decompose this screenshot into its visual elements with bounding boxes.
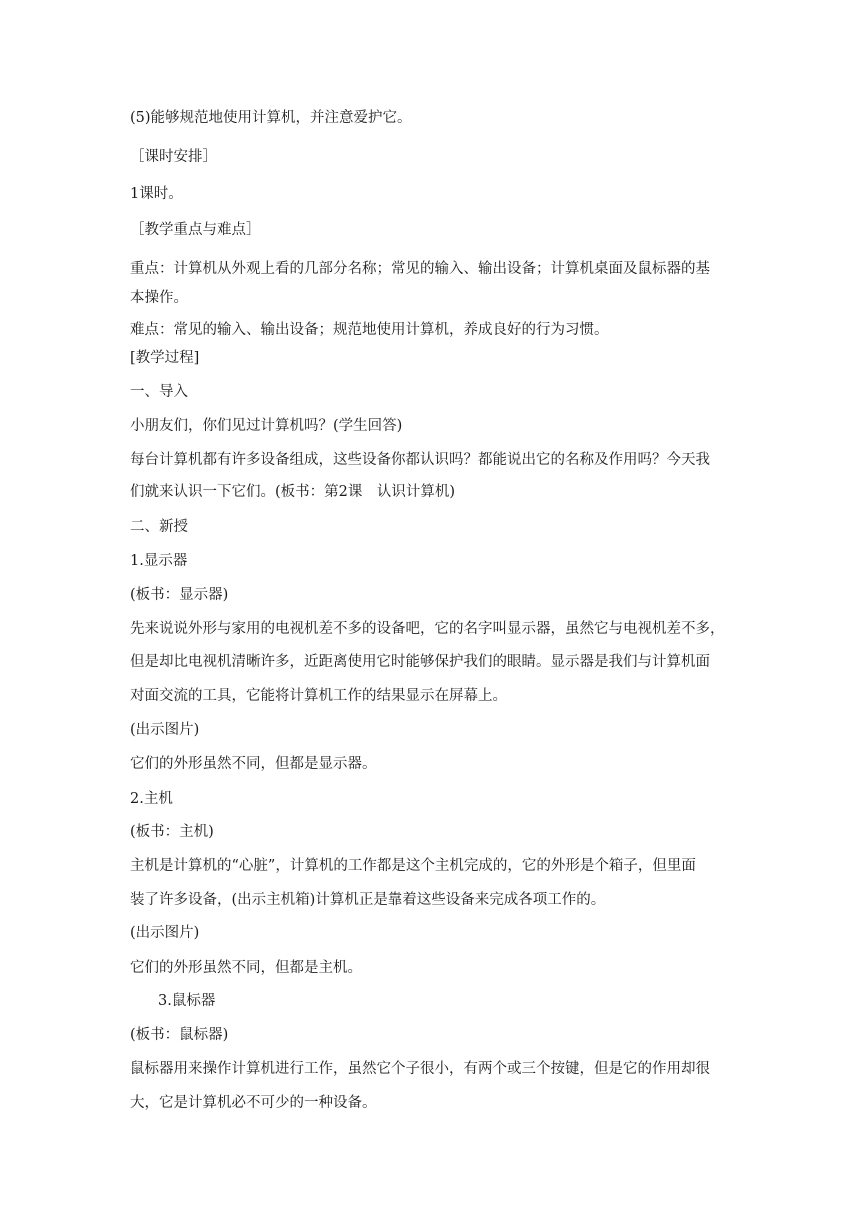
text-line: 先来说说外形与家用的电视机差不多的设备吧，它的名字叫显示器，虽然它与电视机差不多，	[130, 621, 725, 637]
text-line: 装了许多设备，(出示主机箱)计算机正是靠着这些设备来完成各项工作的。	[130, 892, 606, 908]
subsection-heading: 1.显示器	[130, 553, 188, 569]
text-line: 每台计算机都有许多设备组成，这些设备你都认识吗？都能说出它的名称及作用吗？今天我	[130, 452, 710, 468]
text-line: (板书：鼠标器)	[130, 1027, 229, 1043]
text-line: 它们的外形虽然不同，但都是主机。	[130, 960, 362, 976]
text-line: 本操作。	[130, 290, 188, 306]
section-heading: [教学过程]	[130, 350, 200, 366]
text-line: 它们的外形虽然不同，但都是显示器。	[130, 756, 377, 772]
subsection-heading: 2.主机	[130, 791, 173, 807]
text-line: 小朋友们，你们见过计算机吗？(学生回答)	[130, 418, 403, 434]
text-line: 大，它是计算机必不可少的一种设备。	[130, 1095, 377, 1111]
section-heading: 二、新授	[130, 519, 188, 535]
text-line: 们就来认识一下它们。(板书：第2课 认识计算机)	[130, 484, 456, 500]
section-heading: ［课时安排］	[130, 149, 217, 165]
section-heading: ［教学重点与难点］	[130, 222, 261, 238]
text-line: (出示图片)	[130, 925, 200, 941]
text-line: (5)能够规范地使用计算机，并注意爱护它。	[130, 110, 412, 126]
text-line: 1课时。	[130, 186, 183, 202]
text-line: 主机是计算机的“心脏”，计算机的工作都是这个主机完成的，它的外形是个箱子，但里面	[130, 858, 696, 874]
text-line: (板书：显示器)	[130, 587, 229, 603]
text-line: 重点：计算机从外观上看的几部分名称；常见的输入、输出设备；计算机桌面及鼠标器的基	[130, 261, 710, 277]
section-heading: 一、导入	[130, 384, 188, 400]
text-line: (板书：主机)	[130, 824, 214, 840]
text-line: 对面交流的工具，它能将计算机工作的结果显示在屏幕上。	[130, 688, 507, 704]
text-line: 但是却比电视机清晰许多，近距离使用它时能够保护我们的眼睛。显示器是我们与计算机面	[130, 654, 710, 670]
subsection-heading: 3.鼠标器	[158, 993, 216, 1009]
text-line: 鼠标器用来操作计算机进行工作，虽然它个子很小，有两个或三个按键，但是它的作用却很	[130, 1061, 710, 1077]
text-line: 难点：常见的输入、输出设备；规范地使用计算机，养成良好的行为习惯。	[130, 322, 609, 338]
text-line: (出示图片)	[130, 722, 200, 738]
